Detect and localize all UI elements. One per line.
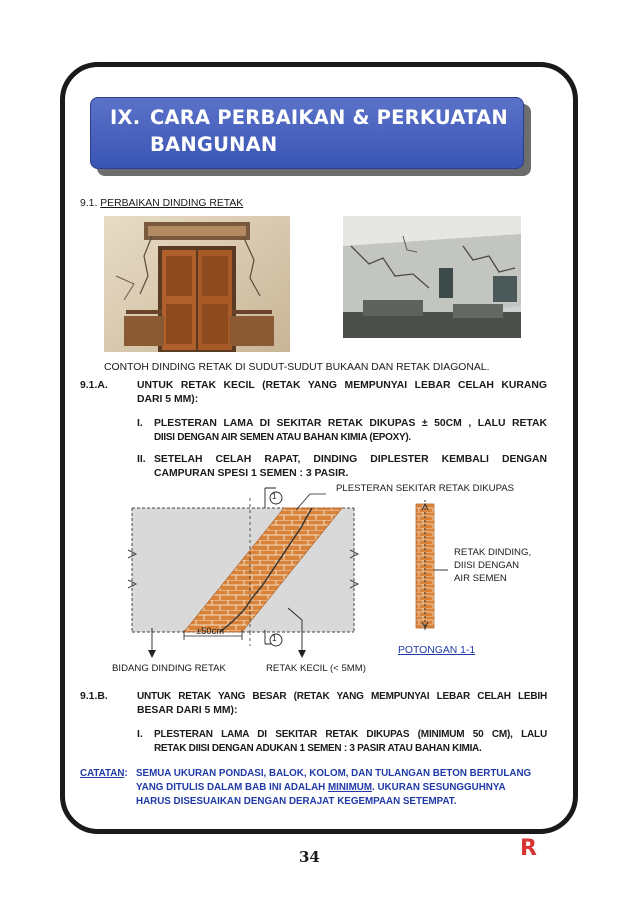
label-cut-top: 1 bbox=[272, 492, 277, 501]
section-9-1-b-number: 9.1.B. bbox=[80, 691, 108, 702]
item-a-2-marker: II. bbox=[137, 454, 146, 465]
page-number: 34 bbox=[299, 848, 320, 866]
chapter-number: IX. bbox=[110, 106, 141, 129]
note-line3: HARUS DISESUAIKAN DENGAN DERAJAT KEGEMPAAN SETEMPAT. bbox=[136, 796, 457, 807]
note-line2-pre: YANG DITULIS DALAM BAB INI ADALAH bbox=[136, 782, 328, 793]
section-9-1-b-line2: BESAR DARI 5 MM): bbox=[137, 705, 238, 716]
chapter-title bbox=[110, 104, 510, 158]
label-50cm: ±50cm bbox=[196, 625, 225, 636]
label-crack-filled bbox=[454, 546, 531, 585]
label-cut-bottom: 1 bbox=[272, 634, 277, 643]
label-crack-filled-2: DIISI DENGAN bbox=[454, 560, 520, 571]
section-9-1-a-line2: DARI 5 MM): bbox=[137, 394, 199, 405]
page-frame bbox=[60, 62, 578, 834]
note-label: CATATAN bbox=[80, 768, 125, 779]
label-crack-filled-3: AIR SEMEN bbox=[454, 573, 507, 584]
section-9-1-title: PERBAIKAN DINDING RETAK bbox=[100, 198, 244, 209]
label-small-crack: RETAK KECIL (< 5MM) bbox=[266, 663, 366, 674]
chapter-title-line2: BANGUNAN bbox=[150, 133, 278, 156]
label-plaster-removed: PLESTERAN SEKITAR RETAK DIKUPAS bbox=[336, 483, 515, 494]
note-label-wrap: CATATAN: bbox=[80, 768, 128, 779]
section-9-1-b-line1: UNTUK RETAK YANG BESAR (RETAK YANG MEMPUNYAI LEBAR CELAH LEBIH bbox=[137, 691, 547, 702]
section-9-1-a-number: 9.1.A. bbox=[80, 380, 108, 391]
item-a-2-line2: CAMPURAN SPESI 1 SEMEN : 3 PASIR. bbox=[154, 468, 349, 479]
label-wall-field: BIDANG DINDING RETAK bbox=[112, 663, 226, 674]
section-9-1-heading bbox=[80, 197, 243, 211]
section-9-1-number: 9.1. bbox=[80, 198, 98, 209]
label-section-1-1: POTONGAN 1-1 bbox=[398, 645, 476, 656]
item-a-1-marker: I. bbox=[137, 418, 143, 429]
publisher-logo: R bbox=[520, 836, 537, 861]
item-a-1-line2: DIISI DENGAN AIR SEMEN ATAU BAHAN KIMIA (EPOXY). bbox=[154, 432, 411, 443]
chapter-title-text1: CARA PERBAIKAN & PERKUATAN bbox=[150, 106, 508, 129]
photo-doors-image bbox=[104, 216, 290, 352]
chapter-title-line1 bbox=[110, 104, 510, 131]
item-b-1-line2: RETAK DIISI DENGAN ADUKAN 1 SEMEN : 3 PASIR ATAU BAHAN KIMIA. bbox=[154, 743, 482, 754]
section-9-1-a-line1: UNTUK RETAK KECIL (RETAK YANG MEMPUNYAI LEBAR CELAH KURANG bbox=[137, 380, 547, 391]
note-line1: SEMUA UKURAN PONDASI, BALOK, KOLOM, DAN TULANGAN BETON BERTULANG bbox=[136, 768, 532, 779]
note-body bbox=[136, 767, 556, 809]
item-a-2-line1: SETELAH CELAH RAPAT, DINDING DIPLESTER KEMBALI DENGAN bbox=[154, 454, 547, 465]
note-line2-post: . UKURAN SESUNGGUHNYA bbox=[372, 782, 506, 793]
note-line2-emph: MINIMUM bbox=[327, 782, 373, 793]
crack-repair-diagram bbox=[80, 480, 560, 680]
label-crack-filled-1: RETAK DINDING, bbox=[454, 547, 532, 558]
item-b-1-line1: PLESTERAN LAMA DI SEKITAR RETAK DIKUPAS (MINIMUM 50 CM), LALU bbox=[154, 729, 547, 740]
item-b-1-marker: I. bbox=[137, 729, 143, 740]
note-line2 bbox=[136, 781, 556, 795]
item-a-1-line1: PLESTERAN LAMA DI SEKITAR RETAK DIKUPAS ± 50CM , LALU RETAK bbox=[154, 418, 547, 429]
photo-diagonal-crack-room bbox=[343, 216, 521, 338]
photo-caption: CONTOH DINDING RETAK DI SUDUT-SUDUT BUKAAN DAN RETAK DIAGONAL. bbox=[104, 362, 490, 373]
photo-cracked-wall-doors bbox=[104, 216, 290, 352]
photo-room-image bbox=[343, 216, 521, 338]
